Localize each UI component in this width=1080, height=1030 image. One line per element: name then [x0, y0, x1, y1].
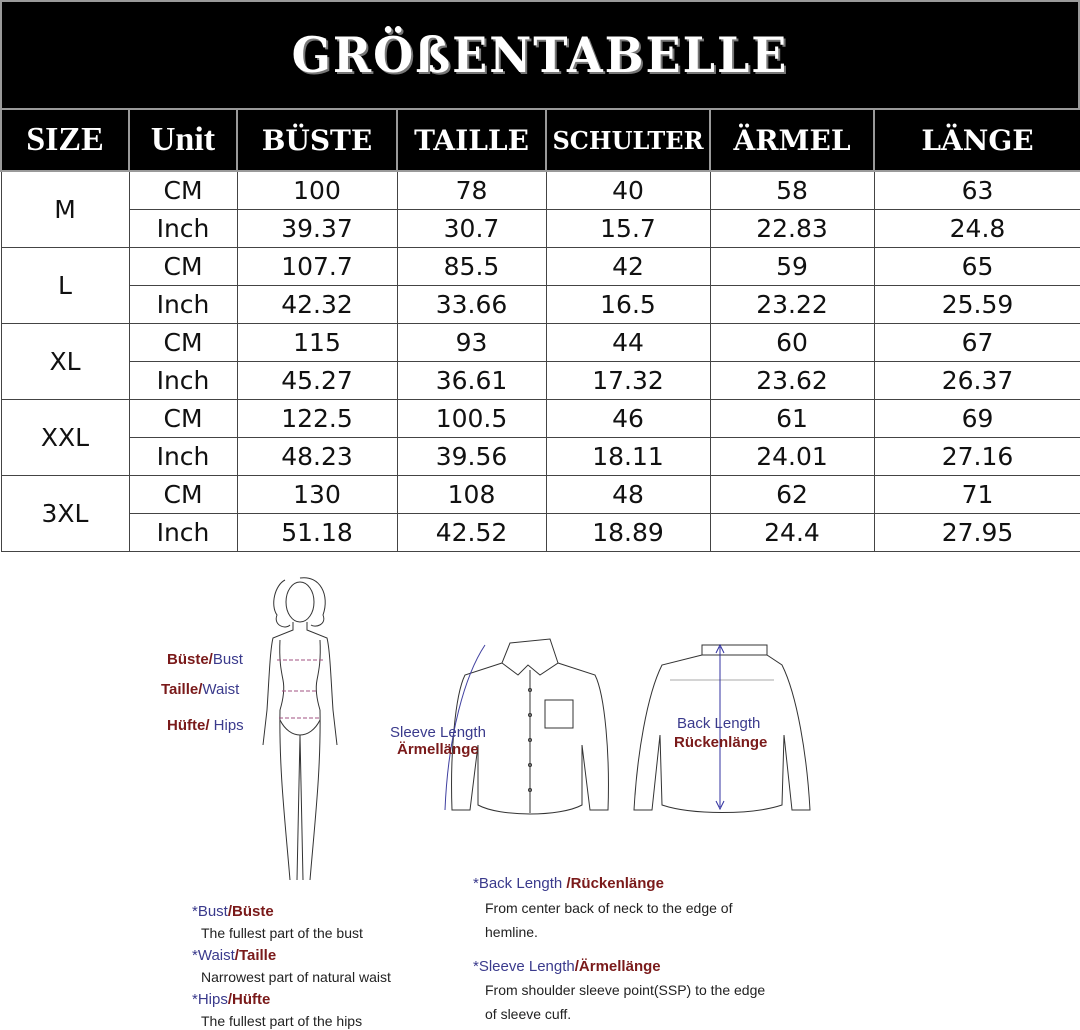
- header-waist: TAILLE: [397, 109, 546, 171]
- measurement-cell: 15.7: [546, 209, 710, 247]
- back-length-label-de: Rückenlänge: [674, 734, 768, 751]
- measurement-cell: 59: [710, 247, 874, 285]
- measurement-cell: 48: [546, 475, 710, 513]
- measurement-cell: 100.5: [397, 399, 546, 437]
- measurement-cell: 39.56: [397, 437, 546, 475]
- definition-hips-title: *Hips/Hüfte: [192, 991, 271, 1008]
- definition-back-length-desc-2: hemline.: [485, 924, 538, 940]
- measurement-cell: 27.16: [874, 437, 1080, 475]
- measurement-cell: 45.27: [237, 361, 397, 399]
- unit-cell: CM: [129, 475, 237, 513]
- table-row: [1, 171, 1080, 209]
- measurement-cell: 27.95: [874, 513, 1080, 551]
- measurement-cell: 48.23: [237, 437, 397, 475]
- unit-cell: Inch: [129, 361, 237, 399]
- measurement-cell: 58: [710, 171, 874, 209]
- measurement-cell: 71: [874, 475, 1080, 513]
- measurement-cell: 46: [546, 399, 710, 437]
- measurement-cell: 24.4: [710, 513, 874, 551]
- unit-cell: Inch: [129, 513, 237, 551]
- header-shoulder: SCHULTER: [546, 109, 710, 171]
- measurement-cell: 62: [710, 475, 874, 513]
- unit-cell: CM: [129, 171, 237, 209]
- measurement-cell: 18.89: [546, 513, 710, 551]
- measurement-guide: [0, 560, 1080, 1030]
- page-title: GRÖßENTABELLE: [291, 26, 789, 84]
- measurement-cell: 100: [237, 171, 397, 209]
- body-label-waist: Taille/Waist: [161, 681, 240, 698]
- measurement-cell: 85.5: [397, 247, 546, 285]
- definition-back-length-desc-1: From center back of neck to the edge of: [485, 900, 733, 916]
- measurement-cell: 60: [710, 323, 874, 361]
- definition-back-length-title: *Back Length /Rückenlänge: [473, 875, 664, 892]
- table-row: [1, 399, 1080, 437]
- definition-hips-desc: The fullest part of the hips: [201, 1013, 363, 1029]
- sleeve-length-label-en: Sleeve Length: [390, 724, 486, 741]
- measurement-cell: 61: [710, 399, 874, 437]
- measurement-cell: 65: [874, 247, 1080, 285]
- body-figure-illustration: [245, 570, 355, 890]
- measurement-cell: 107.7: [237, 247, 397, 285]
- measurement-cell: 42: [546, 247, 710, 285]
- measurement-cell: 69: [874, 399, 1080, 437]
- definition-sleeve-length-desc-1: From shoulder sleeve point(SSP) to the edge: [485, 982, 766, 998]
- header-unit: Unit: [129, 109, 237, 171]
- size-chart-table: [0, 108, 1080, 552]
- measurement-cell: 39.37: [237, 209, 397, 247]
- table-row: [1, 361, 1080, 399]
- body-label-hips: Hüfte/ Hips: [167, 717, 244, 734]
- measurement-cell: 33.66: [397, 285, 546, 323]
- sleeve-length-label-de: Ärmellänge: [397, 741, 479, 758]
- measurement-cell: 42.52: [397, 513, 546, 551]
- definition-waist-title: *Waist/Taille: [192, 947, 277, 964]
- size-cell: XXL: [1, 399, 129, 475]
- measurement-cell: 130: [237, 475, 397, 513]
- header-bust: BÜSTE: [237, 109, 397, 171]
- measurement-cell: 23.62: [710, 361, 874, 399]
- unit-cell: CM: [129, 399, 237, 437]
- header-size: SIZE: [1, 109, 129, 171]
- definition-sleeve-length-desc-2: of sleeve cuff.: [485, 1006, 572, 1022]
- measurement-cell: 24.01: [710, 437, 874, 475]
- measurement-cell: 24.8: [874, 209, 1080, 247]
- measurement-cell: 30.7: [397, 209, 546, 247]
- definition-bust-title: *Bust/Büste: [192, 903, 274, 920]
- unit-cell: CM: [129, 247, 237, 285]
- body-label-bust: Büste/Bust: [167, 651, 243, 668]
- measurement-cell: 51.18: [237, 513, 397, 551]
- definition-waist-desc: Narrowest part of natural waist: [201, 969, 391, 985]
- unit-cell: CM: [129, 323, 237, 361]
- measurement-cell: 108: [397, 475, 546, 513]
- measurement-cell: 42.32: [237, 285, 397, 323]
- table-row: [1, 513, 1080, 551]
- size-cell: M: [1, 171, 129, 247]
- unit-cell: Inch: [129, 285, 237, 323]
- measurement-cell: 78: [397, 171, 546, 209]
- measurement-cell: 122.5: [237, 399, 397, 437]
- measurement-cell: 17.32: [546, 361, 710, 399]
- size-cell: L: [1, 247, 129, 323]
- measurement-cell: 63: [874, 171, 1080, 209]
- measurement-cell: 115: [237, 323, 397, 361]
- measurement-cell: 67: [874, 323, 1080, 361]
- measurement-cell: 26.37: [874, 361, 1080, 399]
- measurement-cell: 36.61: [397, 361, 546, 399]
- measurement-cell: 23.22: [710, 285, 874, 323]
- measurement-cell: 22.83: [710, 209, 874, 247]
- measurement-cell: 44: [546, 323, 710, 361]
- table-row: [1, 247, 1080, 285]
- header-length: LÄNGE: [874, 109, 1080, 171]
- unit-cell: Inch: [129, 209, 237, 247]
- definition-sleeve-length-title: *Sleeve Length/Ärmellänge: [473, 958, 661, 975]
- table-row: [1, 437, 1080, 475]
- size-cell: 3XL: [1, 475, 129, 551]
- table-row: [1, 285, 1080, 323]
- header-sleeve: ÄRMEL: [710, 109, 874, 171]
- size-cell: XL: [1, 323, 129, 399]
- back-length-label-en: Back Length: [677, 715, 761, 732]
- measurement-cell: 18.11: [546, 437, 710, 475]
- measurement-cell: 25.59: [874, 285, 1080, 323]
- measurement-cell: 16.5: [546, 285, 710, 323]
- definition-bust-desc: The fullest part of the bust: [201, 925, 363, 941]
- table-header-row: [1, 109, 1080, 171]
- table-row: [1, 475, 1080, 513]
- table-row: [1, 323, 1080, 361]
- table-row: [1, 209, 1080, 247]
- title-banner: [0, 0, 1080, 108]
- measurement-cell: 40: [546, 171, 710, 209]
- unit-cell: Inch: [129, 437, 237, 475]
- measurement-cell: 93: [397, 323, 546, 361]
